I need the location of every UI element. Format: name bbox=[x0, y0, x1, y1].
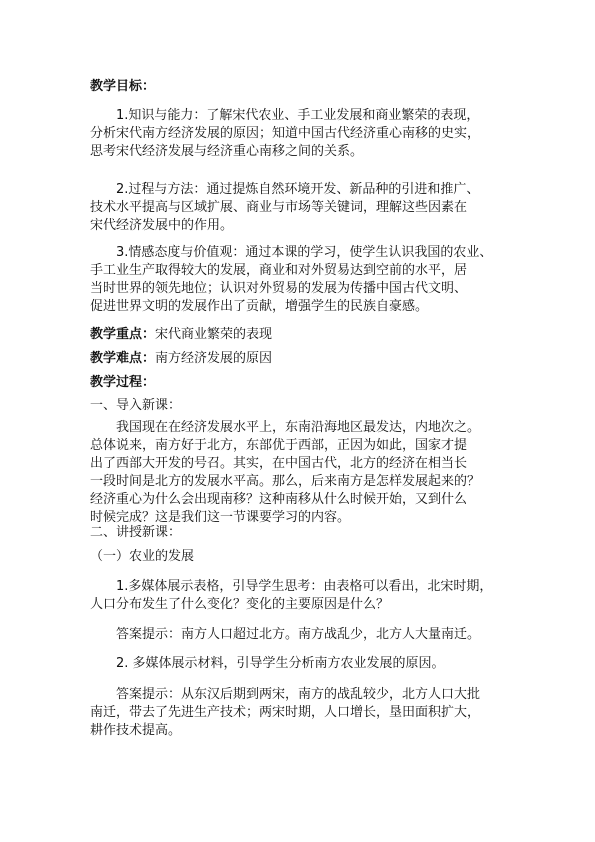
text-line: 促进世界文明的发展作出了贡献，增强学生的民族自豪感。 bbox=[90, 299, 429, 314]
intro-paragraph bbox=[90, 419, 520, 527]
teach-heading: 二、讲授新课： bbox=[90, 525, 182, 540]
text-line: 技术水平提高与区域扩展、商业与市场等关键词，理解这些因素在 bbox=[90, 200, 468, 215]
text-line: 出了西部大开发的号召。其实，在中国古代，北方的经济在相当长 bbox=[90, 456, 468, 471]
text-line: 答案提示：从东汉后期到两宋，南方的战乱较少，北方人口大批 bbox=[116, 687, 481, 702]
intro-heading: 一、导入新课： bbox=[90, 398, 182, 413]
question-1 bbox=[90, 578, 520, 614]
text-line: 1.多媒体展示表格，引导学生思考：由表格可以看出，北宋时期， bbox=[116, 579, 493, 594]
text-line: 1.知识与能力：了解宋代农业、手工业发展和商业繁荣的表现， bbox=[116, 108, 480, 123]
text-line: 一段时间是北方的发展水平高。那么，后来南方是怎样发展起来的？ bbox=[90, 474, 481, 489]
key-point-label: 教学重点： bbox=[90, 327, 156, 342]
objective-knowledge bbox=[90, 107, 520, 161]
text-line: 人口分布发生了什么变化？变化的主要原因是什么？ bbox=[90, 597, 390, 612]
objective-process bbox=[90, 181, 520, 235]
text-line: 当时世界的领先地位；认识对外贸易的发展为传播中国古代文明、 bbox=[90, 281, 468, 296]
text-line: 我国现在在经济发展水平上，东南沿海地区最发达，内地次之。 bbox=[116, 420, 481, 435]
text-line: 答案提示：南方人口超过北方。南方战乱少，北方人大量南迁。 bbox=[116, 627, 481, 642]
text-line: 宋代经济发展中的作用。 bbox=[90, 218, 234, 233]
text-line: 南迁，带去了先进生产技术；两宋时期，人口增长，垦田面积扩大， bbox=[90, 705, 481, 720]
difficulty-label: 教学难点： bbox=[90, 351, 156, 366]
text-line: 手工业生产取得较大的发展，商业和对外贸易达到空前的水平，居 bbox=[90, 263, 468, 278]
key-point bbox=[90, 326, 520, 344]
key-point-text: 宋代商业繁荣的表现 bbox=[155, 327, 273, 342]
text-line: 时候完成？这是我们这一节课要学习的内容。 bbox=[90, 510, 351, 525]
answer-2 bbox=[90, 686, 520, 740]
text-line: 3.情感态度与价值观：通过本课的学习，使学生认识我国的农业、 bbox=[116, 245, 493, 260]
process-heading: 教学过程： bbox=[90, 375, 156, 390]
question-2 bbox=[90, 655, 520, 673]
text-line: 经济重心为什么会出现南移？这种南移从什么时候开始，又到什么 bbox=[90, 492, 468, 507]
text-line: 总体说来，南方好于北方，东部优于西部，正因为如此，国家才提 bbox=[90, 438, 468, 453]
text-line: 分析宋代南方经济发展的原因；知道中国古代经济重心南移的史实， bbox=[90, 126, 481, 141]
section-agriculture-title: （一）农业的发展 bbox=[90, 549, 195, 564]
objectives-heading: 教学目标： bbox=[90, 79, 156, 94]
objective-emotion bbox=[90, 244, 520, 316]
text-line: 2.过程与方法：通过提炼自然环境开发、新品种的引进和推广、 bbox=[116, 182, 480, 197]
text-line: 思考宋代经济发展与经济重心南移之间的关系。 bbox=[90, 144, 364, 159]
text-line: 2. 多媒体展示材料，引导学生分析南方农业发展的原因。 bbox=[116, 656, 445, 671]
difficulty bbox=[90, 350, 520, 368]
text-line: 耕作技术提高。 bbox=[90, 723, 182, 738]
difficulty-text: 南方经济发展的原因 bbox=[155, 351, 273, 366]
answer-1 bbox=[90, 626, 520, 644]
